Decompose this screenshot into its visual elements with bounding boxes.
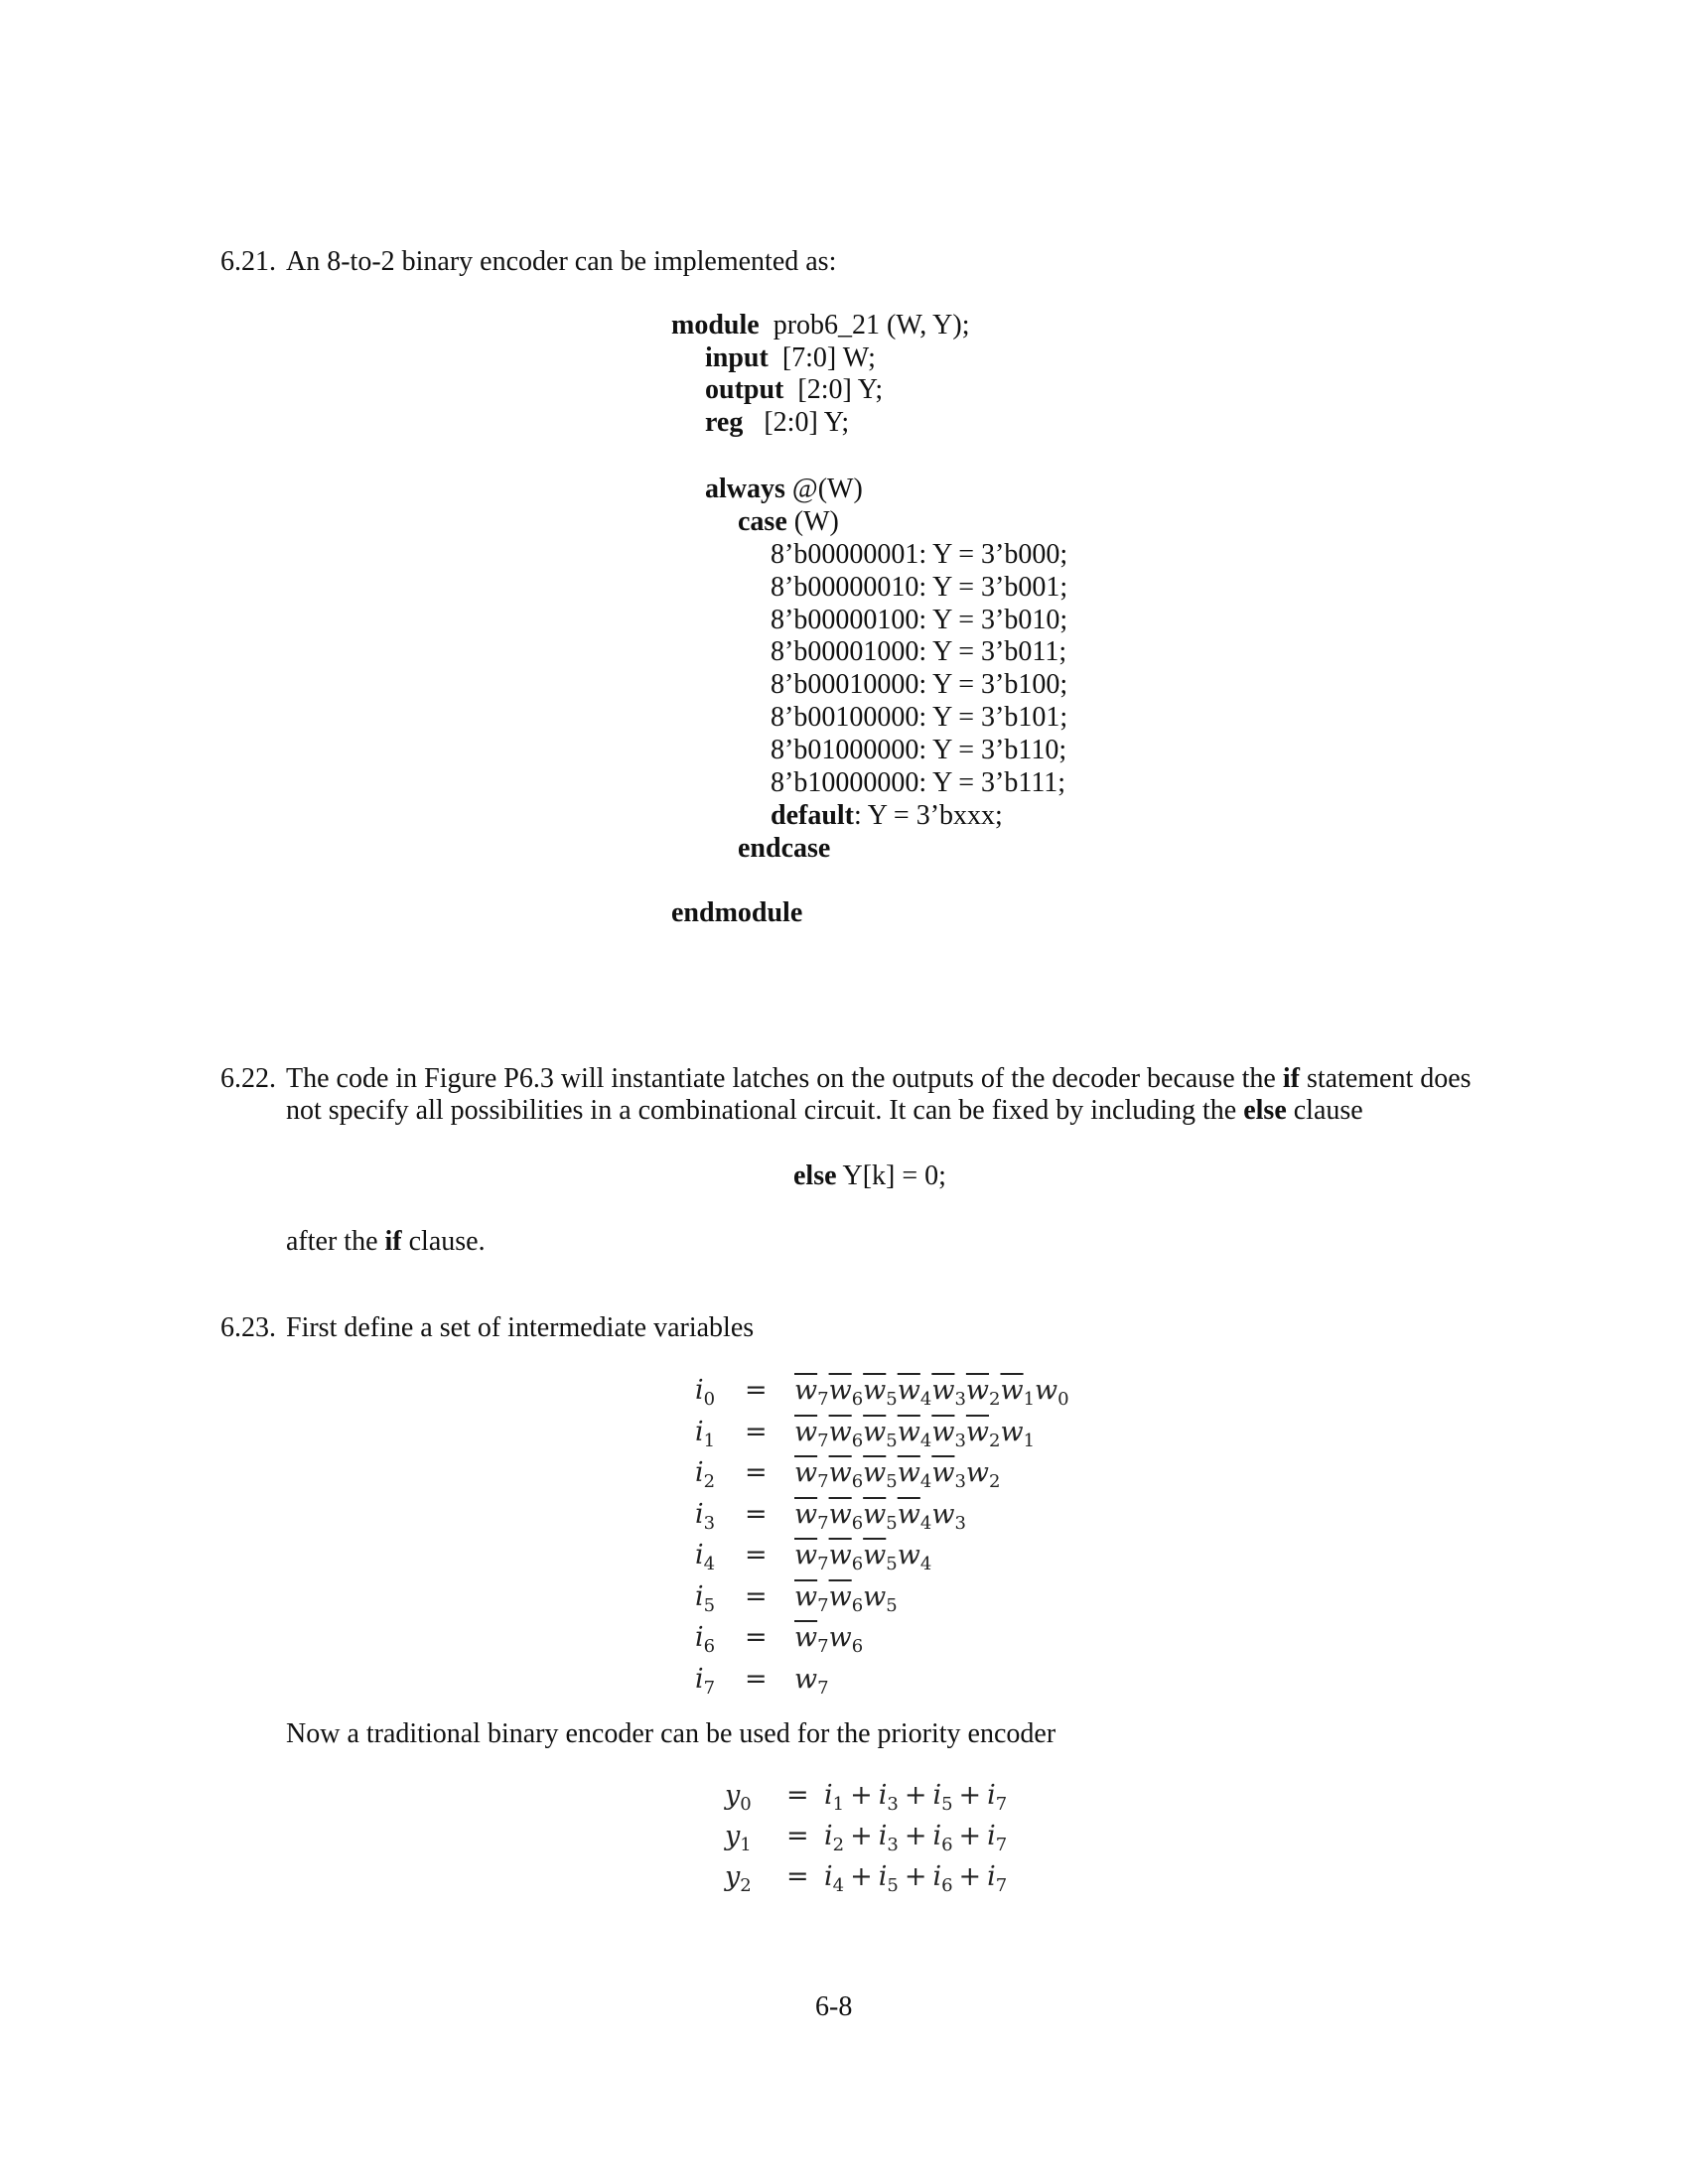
case-row: 8’b00010000: Y = 3’b100;	[771, 669, 1068, 700]
equation-lhs: $i_6$	[695, 1622, 716, 1657]
keyword: endmodule	[671, 897, 803, 928]
equals-sign: =	[786, 1821, 809, 1851]
equals-sign: =	[786, 1861, 809, 1892]
equation-row	[695, 1499, 1192, 1533]
equals-sign: =	[745, 1375, 768, 1406]
problem-number: 6.23.	[220, 1312, 276, 1343]
code-line-endcase	[738, 833, 830, 865]
code-text: [7:0] W;	[781, 342, 876, 373]
problem-6-22-line2	[286, 1095, 1363, 1127]
problem-text: clause.	[401, 1226, 486, 1257]
equation-rhs: $\overline{w}_7\overline{w}_6\overline{w}_5w_4$	[794, 1540, 932, 1574]
transition-text: Now a traditional binary encoder can be used for the priority encoder	[286, 1718, 1056, 1749]
equation-row	[695, 1375, 1192, 1409]
keyword: case	[738, 506, 787, 537]
case-row: 8’b00000100: Y = 3’b010;	[771, 605, 1068, 635]
equation-rhs: $\overline{w}_7\overline{w}_6\overline{w}_5\overline{w}_4w_3$	[794, 1498, 966, 1534]
problem-text: First define a set of intermediate variables	[286, 1312, 755, 1343]
equation-row	[695, 1622, 1192, 1656]
equation-row	[695, 1540, 1192, 1573]
problem-text: statement does	[1299, 1063, 1472, 1094]
problem-6-22-line1	[220, 1063, 1472, 1095]
code-text: Y[k] = 0;	[836, 1160, 946, 1191]
equals-sign: =	[745, 1580, 768, 1612]
equation-row	[725, 1821, 1122, 1854]
equation-row	[725, 1780, 1122, 1814]
equation-row	[695, 1417, 1192, 1450]
keyword: default	[771, 800, 854, 831]
keyword: module	[671, 310, 760, 341]
equation-lhs: $i_1$	[695, 1416, 716, 1451]
case-row: 8’b00000001: Y = 3’b000;	[771, 539, 1068, 570]
keyword: if	[1282, 1063, 1300, 1094]
problem-text: clause	[1286, 1095, 1363, 1126]
equals-sign: =	[745, 1622, 768, 1653]
code-text: (W)	[793, 506, 839, 537]
keyword: endcase	[738, 833, 831, 864]
code-text: [2:0] Y;	[797, 374, 884, 405]
keyword: if	[384, 1226, 402, 1257]
problem-text: The code in Figure P6.3 will instantiate latches on the outputs of the decoder because the	[286, 1063, 1283, 1094]
keyword: else	[793, 1160, 837, 1191]
equation-row	[725, 1861, 1122, 1895]
problem-number: 6.21.	[220, 246, 276, 277]
equation-lhs: $i_3$	[695, 1498, 716, 1534]
code-text: prob6_21 (W, Y);	[773, 310, 970, 341]
equation-rhs: $\overline{w}_7w_6$	[794, 1622, 864, 1657]
problem-text: after the	[286, 1226, 385, 1257]
equation-rhs: $i_2 + i_3 + i_6 + i_7$	[824, 1821, 1008, 1855]
equation-rhs: $\overline{w}_7\overline{w}_6w_5$	[794, 1580, 898, 1616]
equation-rhs: $\overline{w}_7\overline{w}_6\overline{w}_5\overline{w}_4\overline{w}_3w_2$	[794, 1457, 1001, 1492]
code-line-default	[771, 800, 1003, 832]
equals-sign: =	[745, 1457, 768, 1488]
code-text: [2:0] Y;	[764, 407, 850, 438]
code-line-endmodule	[671, 897, 802, 929]
problem-text: An 8-to-2 binary encoder can be implemented as:	[286, 246, 837, 277]
keyword: always	[705, 474, 785, 504]
code-line-output	[705, 374, 883, 406]
equation-row	[695, 1664, 1192, 1698]
equation-lhs: $y_2$	[725, 1861, 752, 1896]
equals-sign: =	[745, 1663, 768, 1695]
equation-rhs: $\overline{w}_7\overline{w}_6\overline{w}_5\overline{w}_4\overline{w}_3\overline{w}_2w_1$	[794, 1416, 1036, 1451]
page-number: 6-8	[815, 1991, 853, 2022]
case-row: 8’b00001000: Y = 3’b011;	[771, 636, 1067, 667]
equation-lhs: $i_4$	[695, 1540, 716, 1574]
code-line-case	[738, 506, 839, 538]
code-text: @(W)	[791, 474, 863, 504]
equation-rhs: $\overline{w}_7\overline{w}_6\overline{w}_5\overline{w}_4\overline{w}_3\overline{w}_2\overline{w}_1w_0$	[794, 1375, 1069, 1410]
code-line-input	[705, 342, 876, 374]
equation-lhs: $y_1$	[725, 1821, 752, 1855]
equation-rhs: $i_4 + i_5 + i_6 + i_7$	[824, 1861, 1008, 1896]
equation-lhs: $i_5$	[695, 1580, 716, 1616]
equation-lhs: $i_7$	[695, 1663, 716, 1699]
problem-6-23-intro	[220, 1312, 754, 1344]
keyword: output	[705, 374, 784, 405]
keyword: reg	[705, 407, 744, 438]
equation-row	[695, 1581, 1192, 1615]
equals-sign: =	[745, 1416, 768, 1447]
case-row: 8’b00000010: Y = 3’b001;	[771, 572, 1068, 603]
problem-6-22-after	[286, 1226, 486, 1258]
code-line-always	[705, 474, 863, 505]
problem-6-21-intro	[220, 246, 836, 278]
problem-number: 6.22.	[220, 1063, 276, 1094]
problem-text: not specify all possibilities in a combinational circuit. It can be fixed by including the	[286, 1095, 1244, 1126]
equals-sign: =	[786, 1780, 809, 1811]
equals-sign: =	[745, 1540, 768, 1570]
keyword: else	[1243, 1095, 1287, 1126]
code-text: : Y = 3’bxxx;	[854, 800, 1003, 831]
else-code-line	[793, 1160, 946, 1192]
code-line-module	[671, 310, 969, 341]
equation-rhs: $w_7$	[794, 1663, 829, 1699]
case-row: 8’b00100000: Y = 3’b101;	[771, 702, 1068, 733]
equation-row	[695, 1457, 1192, 1491]
equals-sign: =	[745, 1498, 768, 1530]
equation-lhs: $i_2$	[695, 1457, 716, 1492]
equation-lhs: $i_0$	[695, 1375, 716, 1410]
equation-lhs: $y_0$	[725, 1780, 752, 1815]
equation-rhs: $i_1 + i_3 + i_5 + i_7$	[824, 1780, 1008, 1815]
code-line-reg	[705, 407, 849, 439]
keyword: input	[705, 342, 769, 373]
case-row: 8’b01000000: Y = 3’b110;	[771, 735, 1067, 765]
case-row: 8’b10000000: Y = 3’b111;	[771, 767, 1066, 798]
